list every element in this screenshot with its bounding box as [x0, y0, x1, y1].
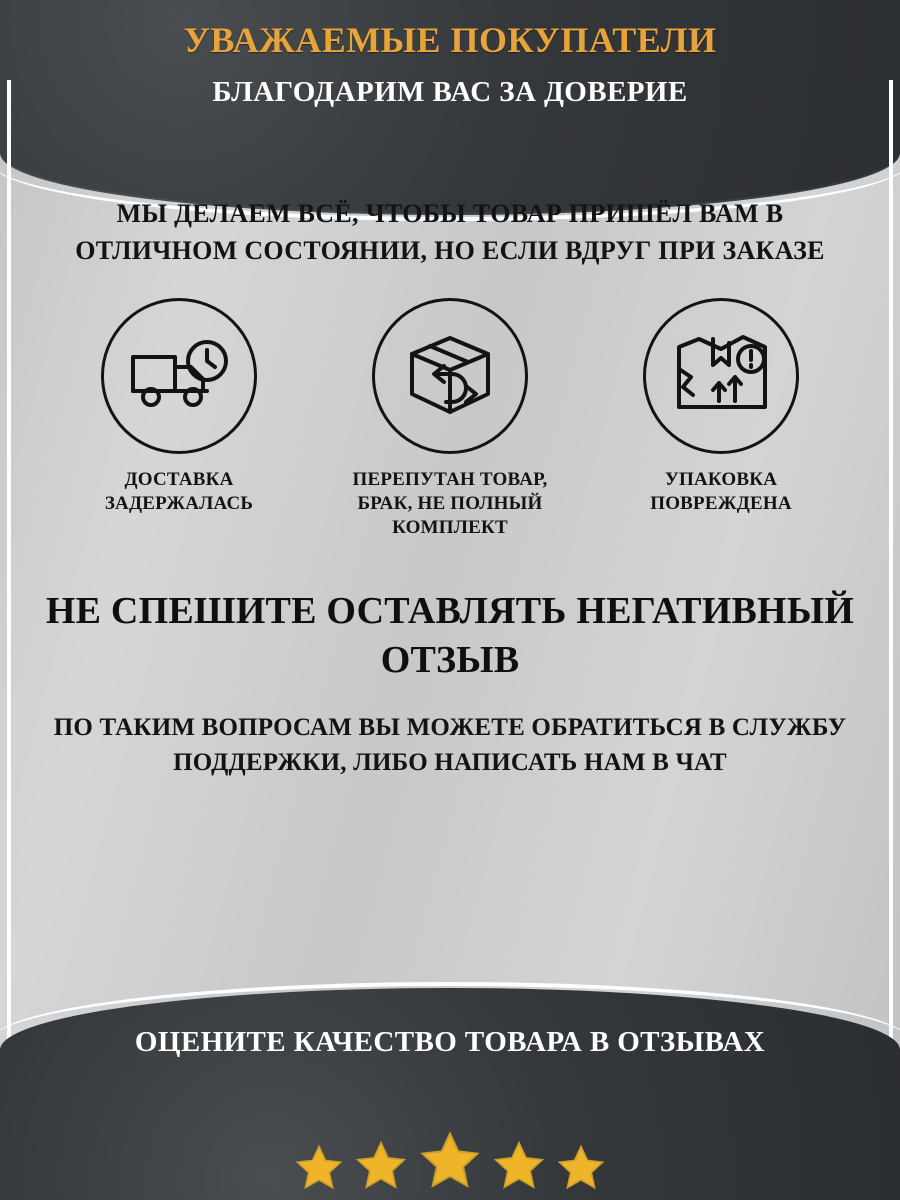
header-subtitle: БЛАГОДАРИМ ВАС ЗА ДОВЕРИЕ: [212, 75, 688, 108]
issue-caption: ПЕРЕПУТАН ТОВАР, БРАК, НЕ ПОЛНЫЙ КОМПЛЕКТ: [352, 468, 548, 539]
rating-stars[interactable]: [0, 1128, 900, 1194]
star-icon[interactable]: [490, 1138, 548, 1194]
star-icon[interactable]: [352, 1138, 410, 1194]
star-icon[interactable]: [292, 1142, 346, 1194]
header-text-group: [0, 22, 900, 110]
issue-item-wrong-item: [325, 298, 575, 541]
lead-paragraph: МЫ ДЕЛАЕМ ВСЁ, ЧТОБЫ ТОВАР ПРИШЁЛ ВАМ В ОТЛИЧНОМ СОСТОЯНИИ, НО ЕСЛИ ВДРУГ ПРИ ЗАКАЗЕ: [75, 199, 825, 265]
damaged-package-icon: [643, 298, 799, 454]
issue-caption: УПАКОВКА ПОВРЕЖДЕНА: [650, 468, 792, 515]
issue-caption: ДОСТАВКА ЗАДЕРЖАЛАСЬ: [104, 468, 254, 515]
issue-item-delivery: [54, 298, 304, 517]
star-icon[interactable]: [554, 1142, 608, 1194]
main-content: [0, 196, 900, 781]
footer-call-to-action: ОЦЕНИТЕ КАЧЕСТВО ТОВАРА В ОТЗЫВАХ: [134, 1026, 766, 1058]
left-edge-line: [7, 80, 11, 1120]
box-return-arrow-icon: [372, 298, 528, 454]
delivery-truck-clock-icon: [101, 298, 257, 454]
issues-row: [44, 298, 856, 541]
right-edge-line: [889, 80, 893, 1120]
footer-band: [0, 988, 900, 1200]
star-icon[interactable]: [416, 1128, 484, 1194]
issue-item-damaged-package: [596, 298, 846, 517]
page-title: УВАЖАЕМЫЕ ПОКУПАТЕЛИ: [183, 20, 717, 60]
headline: НЕ СПЕШИТЕ ОСТАВЛЯТЬ НЕГАТИВНЫЙ ОТЗЫВ: [45, 589, 855, 682]
support-instructions: ПО ТАКИМ ВОПРОСАМ ВЫ МОЖЕТЕ ОБРАТИТЬСЯ В СЛУЖБУ ПОДДЕРЖКИ, ЛИБО НАПИСАТЬ НАМ В ЧАТ: [53, 713, 847, 777]
